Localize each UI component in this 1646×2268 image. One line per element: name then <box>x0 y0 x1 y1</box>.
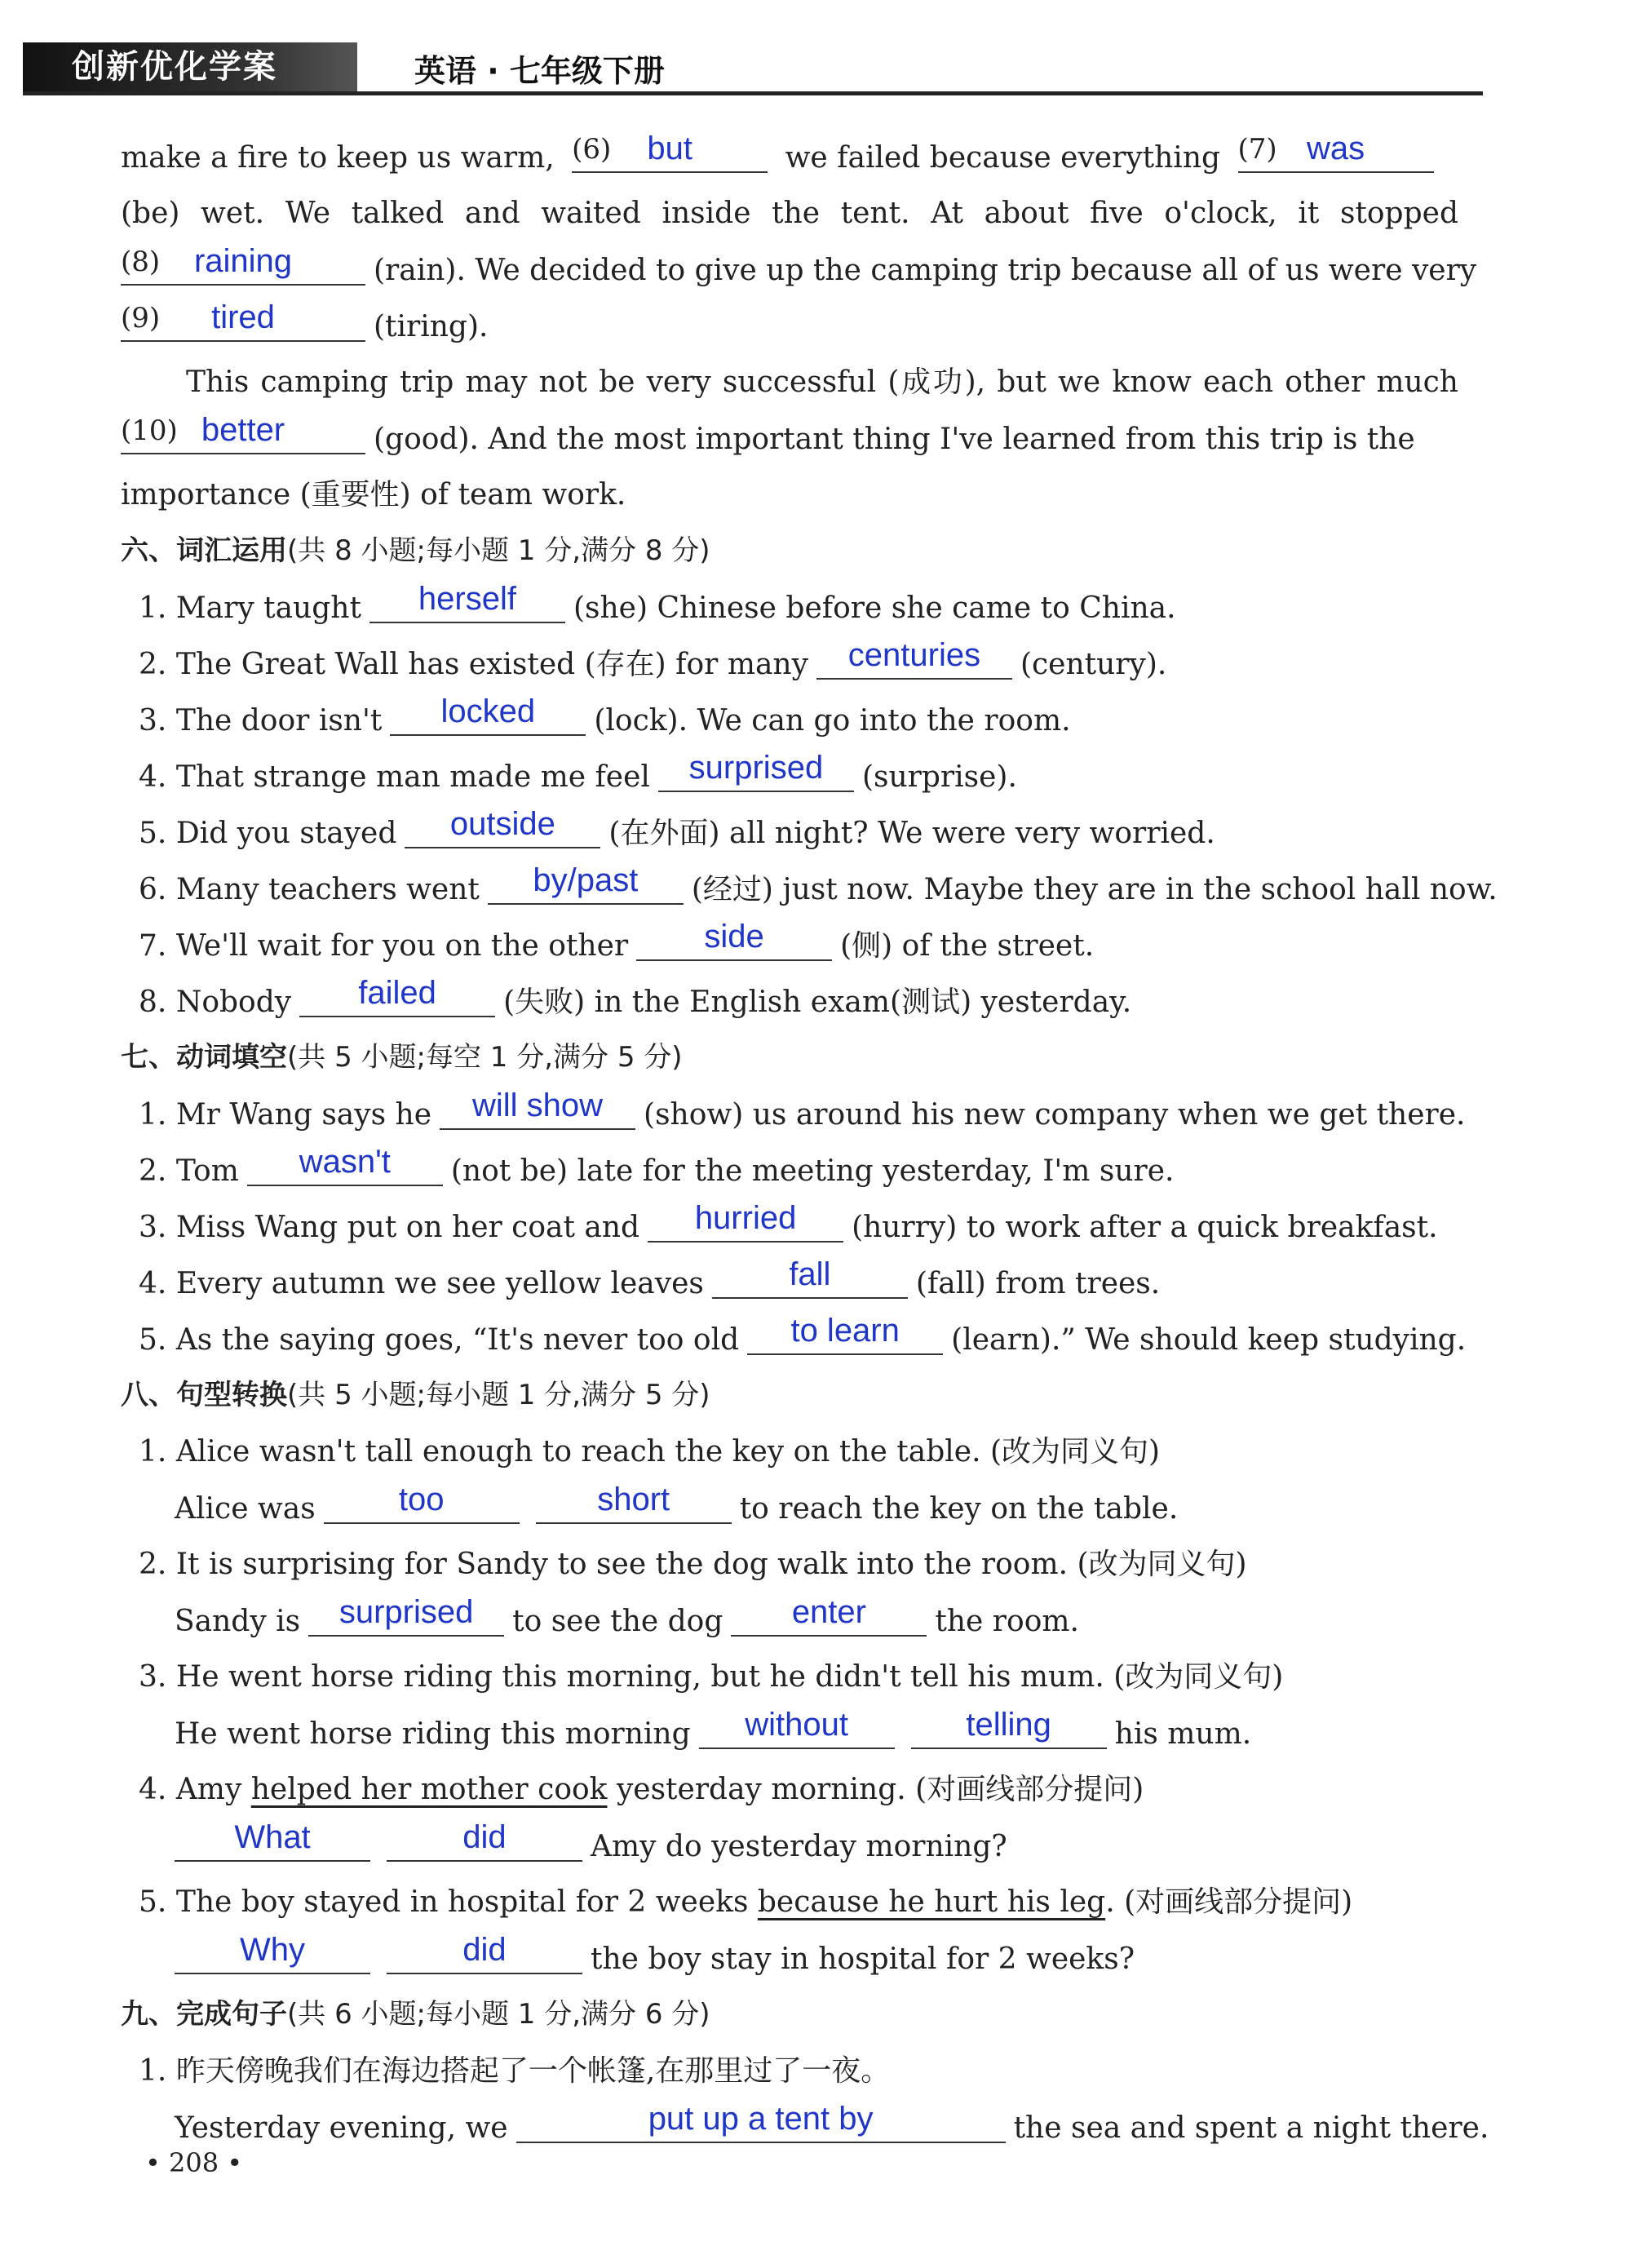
answer-text: tired <box>211 299 275 335</box>
answer-blank <box>324 1480 520 1524</box>
question-item: 4. Every autumn we see yellow leaves fall (fall) from trees. <box>139 1256 1161 1300</box>
answer-blank: (9) tired <box>121 298 365 342</box>
answer-blank <box>816 636 1012 680</box>
answer-blank: (6) but <box>572 129 768 173</box>
question-item: 5. Did you stayed outside (在外面) all night? We were very worried. <box>139 806 1215 850</box>
answer-blank <box>712 1255 908 1299</box>
question-item: 5. As the saying goes, “It's never too old to learn (learn).” We should keep studying. <box>139 1313 1467 1357</box>
section-heading-8: 八、句型转换(共 5 小题;每小题 1 分,满分 5 分) <box>121 1379 710 1411</box>
answer-blank <box>747 1311 943 1355</box>
answer-line: What did Amy do yesterday morning? <box>121 1818 1458 1874</box>
section-heading-6: 六、词汇运用(共 8 小题;每小题 1 分,满分 8 分) <box>121 534 710 567</box>
answer-text: fall <box>789 1256 831 1292</box>
answer-text: to learn <box>790 1313 900 1349</box>
subject-title: 英语 · 七年级下册 <box>414 53 665 89</box>
question-item: 2. It is surprising for Sandy to see the dog walk into the room. (改为同义句) <box>139 1548 1247 1581</box>
answer-blank <box>175 1930 370 1974</box>
answer-blank <box>731 1592 927 1637</box>
passage-line: (9) tired (tiring). <box>121 299 489 343</box>
passage-line: (8) raining (rain). We decided to give up the camping trip because all of us were very <box>121 243 1477 287</box>
answer-line: Alice was too short to reach the key on the table. <box>175 1482 1179 1526</box>
answer-blank <box>387 1930 582 1974</box>
answer-line: Yesterday evening, we put up a tent by the sea and spent a night there. <box>175 2101 1489 2145</box>
passage-line: importance (重要性) of team work. <box>121 478 626 512</box>
answer-line: He went horse riding this morning without telling his mum. <box>175 1707 1252 1751</box>
answer-blank <box>390 692 586 736</box>
answer-line: Why did the boy stay in hospital for 2 weeks? <box>121 1930 1458 1987</box>
question-item: 1. 昨天傍晚我们在海边搭起了一个帐篷,在那里过了一夜。 <box>139 2054 891 2088</box>
answer-text: side <box>704 919 764 955</box>
answer-text: wasn't <box>299 1144 391 1180</box>
answer-text: outside <box>449 806 555 842</box>
answer-blank <box>488 861 684 905</box>
answer-text: did <box>462 1819 507 1855</box>
passage-line: (be) wet. We talked and waited inside the tent. At about five o'clock, it stopped <box>121 197 1458 230</box>
answer-blank <box>699 1705 895 1749</box>
header-divider <box>23 91 1483 95</box>
answer-blank <box>175 1818 370 1862</box>
answer-text: centuries <box>847 637 981 673</box>
answer-text: raining <box>193 243 293 279</box>
passage-line: make a fire to keep us warm, (6) but we failed because everything (7) was <box>121 129 1458 185</box>
answer-blank <box>636 917 832 961</box>
answer-text: Why <box>240 1932 305 1968</box>
answer-blank <box>247 1142 443 1186</box>
answer-blank <box>308 1592 504 1637</box>
answer-text: did <box>462 1932 507 1968</box>
question-item: 8. Nobody failed (失败) in the English exam(测试) yesterday. <box>139 975 1132 1019</box>
answer-blank: (10) better <box>121 410 365 454</box>
answer-blank <box>369 579 565 623</box>
answer-text: surprised <box>338 1594 474 1630</box>
passage-line: This camping trip may not be very successful (成功), but we know each other much <box>186 365 1458 399</box>
answer-blank <box>648 1198 843 1243</box>
answer-text: short <box>597 1482 670 1517</box>
answer-text: surprised <box>688 750 824 786</box>
answer-blank <box>911 1705 1107 1749</box>
page-header <box>23 42 1622 95</box>
question-item: 4. Amy helped her mother cook yesterday morning. (对画线部分提问) <box>139 1773 1144 1806</box>
question-item: 4. That strange man made me feel surprised (surprise). <box>139 750 1017 794</box>
section-heading-9: 九、完成句子(共 6 小题;每小题 1 分,满分 6 分) <box>121 1998 710 2031</box>
question-item: 2. Tom wasn't (not be) late for the meeting yesterday, I'm sure. <box>139 1144 1175 1188</box>
answer-blank: (7) was <box>1238 129 1434 173</box>
question-item: 1. Mr Wang says he will show (show) us around his new company when we get there. <box>139 1087 1466 1132</box>
question-item: 6. Many teachers went by/past (经过) just now. Maybe they are in the school hall now. <box>139 862 1498 906</box>
brand-logo: 创新优化学案 <box>23 42 357 91</box>
answer-text: locked <box>440 693 536 729</box>
answer-text: too <box>398 1482 445 1517</box>
question-item: 3. He went horse riding this morning, but he didn't tell his mum. (改为同义句) <box>139 1660 1284 1694</box>
underlined-phrase: helped her mother cook <box>250 1773 608 1806</box>
answer-blank <box>440 1086 635 1130</box>
answer-text: will show <box>472 1087 604 1123</box>
answer-text: What <box>234 1819 311 1855</box>
answer-text: herself <box>418 581 516 617</box>
answer-blank <box>405 804 600 848</box>
answer-text: but <box>647 131 692 166</box>
answer-text: enter <box>791 1594 866 1630</box>
answer-text: better <box>201 412 285 448</box>
answer-text: put up a tent by <box>648 2101 874 2137</box>
answer-text: hurried <box>694 1200 797 1236</box>
question-item: 2. The Great Wall has existed (存在) for many centuries (century). <box>139 637 1167 681</box>
passage-line: (10) better (good). And the most important thing I've learned from this trip is the <box>121 412 1415 456</box>
answer-text: telling <box>966 1707 1051 1743</box>
question-item: 5. The boy stayed in hospital for 2 weeks because he hurt his leg. (对画线部分提问) <box>139 1885 1353 1919</box>
answer-blank <box>516 2099 1006 2143</box>
question-item: 3. Miss Wang put on her coat and hurried (hurry) to work after a quick breakfast. <box>139 1200 1438 1244</box>
answer-blank <box>658 748 854 792</box>
answer-text: by/past <box>533 862 639 898</box>
answer-text: without <box>745 1707 849 1743</box>
answer-text: failed <box>358 975 436 1011</box>
answer-blank <box>387 1818 582 1862</box>
page-number: • 208 • <box>145 2147 243 2178</box>
answer-line: Sandy is surprised to see the dog enter the room. <box>175 1594 1079 1638</box>
answer-blank <box>299 973 495 1017</box>
answer-text: was <box>1306 131 1365 166</box>
question-item: 1. Alice wasn't tall enough to reach the key on the table. (改为同义句) <box>139 1435 1161 1468</box>
underlined-phrase: because he hurt his leg <box>757 1885 1106 1919</box>
question-item: 7. We'll wait for you on the other side (侧) of the street. <box>139 919 1095 963</box>
question-item: 3. The door isn't locked (lock). We can go into the room. <box>139 693 1071 738</box>
answer-blank <box>536 1480 732 1524</box>
question-item: 1. Mary taught herself (she) Chinese before she came to China. <box>139 581 1176 625</box>
answer-blank: (8) raining <box>121 241 365 286</box>
section-heading-7: 七、动词填空(共 5 小题;每空 1 分,满分 5 分) <box>121 1041 683 1074</box>
